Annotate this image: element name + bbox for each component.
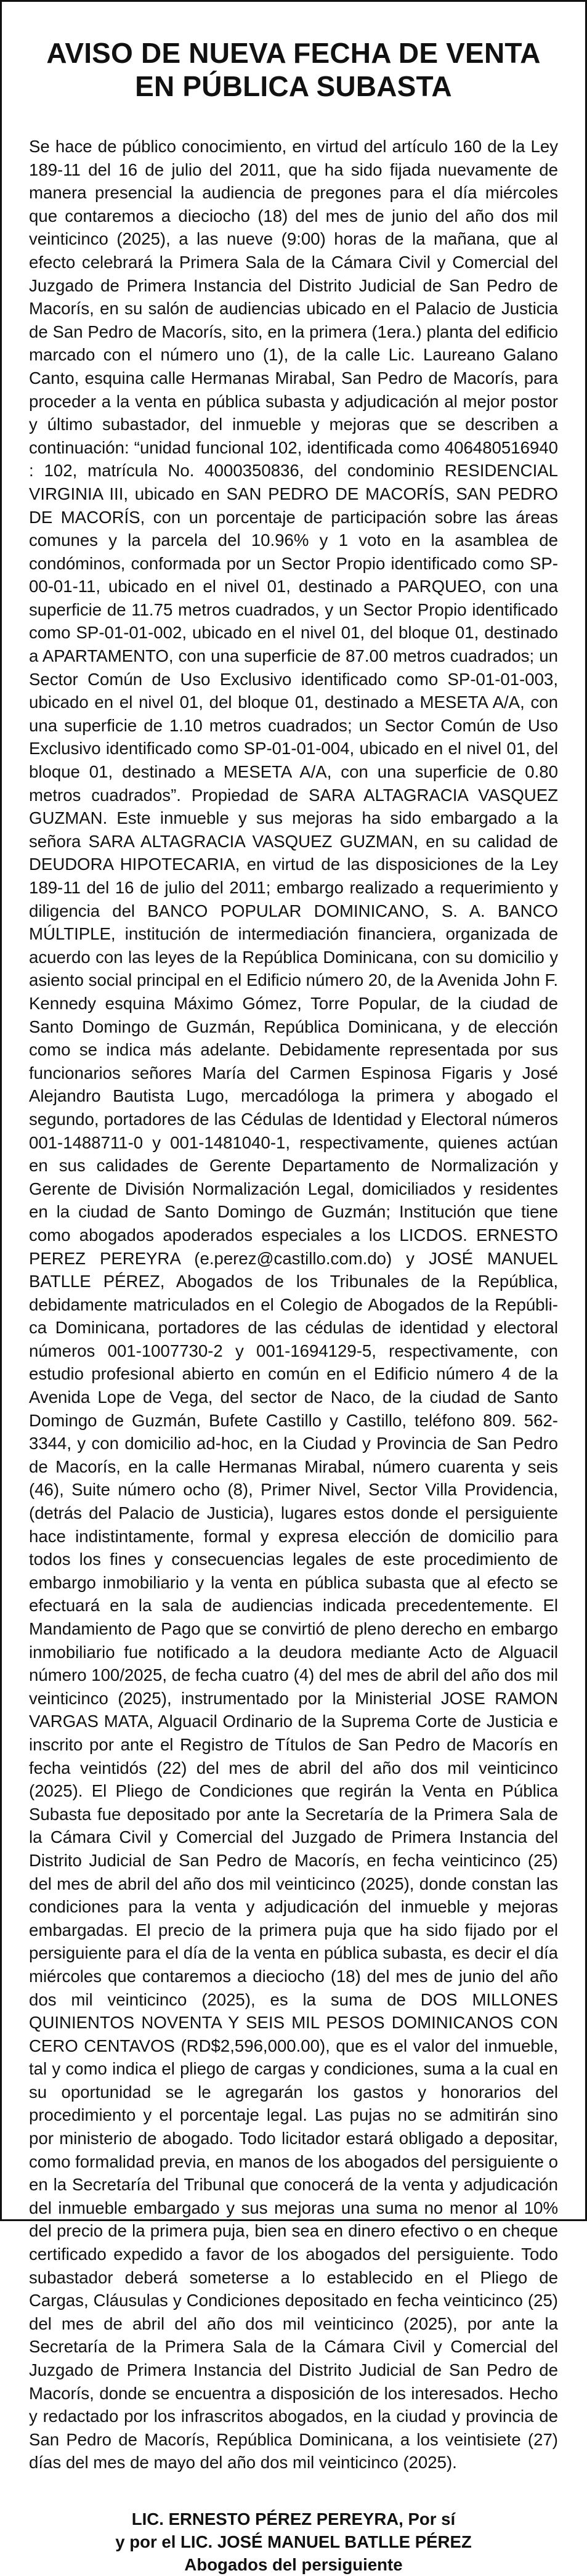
- signature-line-1: LIC. ERNESTO PÉREZ PEREYRA, Por sí: [131, 2509, 456, 2529]
- notice-title-line-2: EN PÚBLICA SUBASTA: [135, 70, 452, 102]
- notice-signature: [29, 2508, 558, 2576]
- notice-title-line-1: AVISO DE NUEVA FECHA DE VENTA: [46, 37, 541, 69]
- notice-title: [29, 36, 558, 103]
- signature-line-2: y por el LIC. JOSÉ MANUEL BATLLE PÉREZ: [115, 2532, 472, 2551]
- signature-line-3: Abogados del persiguiente: [184, 2554, 403, 2574]
- notice-body: Se hace de público conocimiento, en virtud del artículo 160 de la Ley 189-11 del 16 de julio del 2011, que ha sido fijada nuevamente de manera presencial la audiencia de pregones para el día miércoles que contaremos a dieciocho (18) del mes de junio del año dos mil veinticinco (2025), a las nueve (9:00) horas de la mañana, que al efecto celebrará la Primera Sala de la Cámara Civil y Comercial del Juzgado de Primera Instancia del Distrito Judicial de San Pedro de Macorís, en su salón de audiencias ubicado en el Palacio de Justicia de San Pedro de Macorís, sito, en la primera (1era.) planta del edificio marcado con el número uno (1), de la calle Lic. Laureano Galano Canto, esquina calle Hermanas Mirabal, San Pedro de Macorís, para proceder a la venta en pública subasta y adjudicación al mejor postor y último subastador, del inmueble y mejoras que se describen a continuación: “unidad funcional 102, identificada como 406480516940 : 102, matrícula No. 4000350836, del condominio RESIDENCIAL VIRGINIA III, ubicado en SAN PEDRO DE MACORÍS, SAN PEDRO DE MACORÍS, con un porcentaje de participación sobre las áreas comunes y la parcela del 10.96% y 1 voto en la asamblea de condóminos, conformada por un Sector Propio identificado como SP-00-01-11, ubicado en el nivel 01, destinado a PARQUEO, con una superficie de 11.75 metros cuadrados, y un Sector Propio identificado como SP-01-01-002, ubicado en el nivel 01, del bloque 01, destinado a APARTAMENTO, con una superficie de 87.00 metros cuadrados; un Sector Común de Uso Exclusivo identificado como SP-01-01-003, ubicado en el nivel 01, del bloque 01, destinado a MESETA A/A, con una superficie de 1.10 metros cuadrados; un Sector Común de Uso Exclusivo identificado como SP-01-01-004, ubicado en el nivel 01, del bloque 01, destinado a MESETA A/A, con una superficie de 0.80 metros cuadrados”. Propiedad de SARA ALTAGRACIA VASQUEZ GUZMAN. Este inmueble y sus mejoras ha sido embargado a la señora SARA ALTAGRACIA VASQUEZ GUZMAN, en su calidad de DEUDORA HIPOTECARIA, en virtud de las disposiciones de la Ley 189-11 del 16 de julio del 2011; embargo realizado a requerimiento y diligencia del BANCO POPULAR DOMINICANO, S. A. BANCO MÚLTIPLE, institución de intermediación financiera, organizada de acuerdo con las leyes de la República Dominicana, con su domicilio y asiento social principal en el Edificio número 20, de la Avenida John F. Kennedy esquina Máximo Gómez, Torre Popular, de la ciudad de Santo Domingo de Guzmán, República Dominicana, y de elección como se indica más adelante. Debidamente representada por sus funcionarios señores María del Carmen Espinosa Figaris y José Alejandro Bautista Lugo, mercadóloga la primera y abogado el segundo, portadores de las Cédulas de Identidad y Electoral números 001-1488711-0 y 001-1481040-1, respectivamente, quienes actúan en sus calidades de Gerente Departamento de Normalización y Gerente de División Normalización Legal, domiciliados y residentes en la ciudad de Santo Domingo de Guzmán; Institución que tiene como abogados apoderados especiales a los LICDOS. ERNESTO PEREZ PEREYRA (e.perez@castillo.com.do) y JOSÉ MANUEL BATLLE PÉREZ, Abogados de los Tribunales de la República, debidamente matriculados en el Colegio de Abogados de la República Dominicana, portadores de las cédulas de identidad y electoral números 001-1007730-2 y 001-1694129-5, respectivamente, con estudio profesional abierto en común en el Edificio número 4 de la Avenida Lope de Vega, del sector de Naco, de la ciudad de Santo Domingo de Guzmán, Bufete Castillo y Castillo, teléfono 809. 562-3344, y con domicilio ad-hoc, en la Ciudad y Provincia de San Pedro de Macorís, en la calle Hermanas Mirabal, número cuarenta y seis (46), Suite número ocho (8), Primer Nivel, Sector Villa Providencia, (detrás del Palacio de Justicia), lugares estos donde el persiguiente hace indistintamente, formal y expresa elección de domicilio para todos los fines y consecuencias legales de este procedimiento de embargo inmobiliario y la venta en pública subasta que al efecto se efectuará en la sala de audiencias indicada precedentemente. El Mandamiento de Pago que se convirtió de pleno derecho en embargo inmobiliario fue notificado a la deudora mediante Acto de Alguacil número 100/2025, de fecha cuatro (4) del mes de abril del año dos mil veinticinco (2025), instrumentado por la Ministerial JOSE RAMON VARGAS MATA, Alguacil Ordinario de la Suprema Corte de Justicia e inscrito por ante el Registro de Títulos de San Pedro de Macorís en fecha veintidós (22) del mes de abril del año dos mil veinticinco (2025). El Pliego de Condiciones que regirán la Venta en Pública Subasta fue depositado por ante la Secretaría de la Primera Sala de la Cámara Civil y Comercial del Juzgado de Primera Instancia del Distrito Judicial de San Pedro de Macorís, en fecha veinticinco (25) del mes de abril del año dos mil veinticinco (2025), donde constan las condiciones para la venta y adjudicación del inmueble y mejoras embargadas. El precio de la primera puja que ha sido fijado por el persiguiente para el día de la venta en pública subasta, es decir el día miércoles que contaremos a dieciocho (18) del mes de junio del año dos mil veinticinco (2025), es la suma de DOS MILLONES QUINIENTOS NOVENTA Y SEIS MIL PESOS DOMINICANOS CON CERO CENTAVOS (RD$2,596,000.00), que es el valor del inmueble, tal y como indica el pliego de cargas y condiciones, suma a la cual en su oportunidad se le agregarán los gastos y honorarios del procedimiento y el porcentaje legal. Las pujas no se admitirán sino por ministerio de abogado. Todo licitador estará obligado a depositar, como formalidad previa, en manos de los abogados del persiguiente o en la Secretaría del Tribunal que conocerá de la venta y adjudicación del inmueble embargado y sus mejoras una suma no menor al 10% del precio de la primera puja, bien sea en dinero efectivo o en cheque certificado expedido a favor de los abogados del persiguiente. Todo subastador deberá someterse a lo establecido en el Pliego de Cargas, Cláusulas y Condiciones depositado en fecha veinticinco (25) del mes de abril del año dos mil veinticinco (2025), por ante la Secretaría de la Primera Sala de la Cámara Civil y Comercial del Juzgado de Primera Instancia del Distrito Judicial de San Pedro de Macorís, donde se encuentra a disposición de los interesados. Hecho y redactado por los infrascritos abogados, en la ciudad y provincia de San Pedro de Macorís, República Dominicana, a los veintisiete (27) días del mes de mayo del año dos mil veinticinco (2025).: [29, 137, 559, 2472]
